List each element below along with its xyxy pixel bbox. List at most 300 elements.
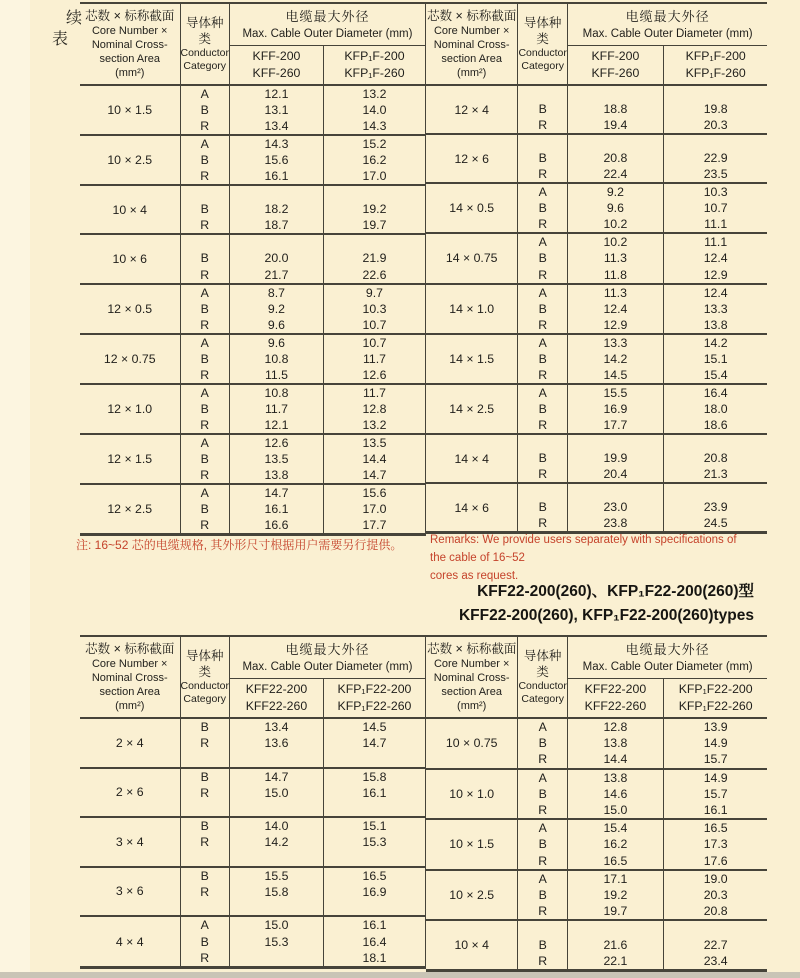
- header-line: 导体种: [523, 16, 562, 30]
- header-line: (mm²): [457, 67, 487, 79]
- kfpf-diameter-value: 17.3: [703, 837, 728, 852]
- kfpf-diameter-value: 11.7: [323, 384, 425, 401]
- conductor-category-value: R: [180, 950, 229, 968]
- kff-diameter-value: 8.7: [229, 284, 323, 301]
- conductor-category-value: [518, 483, 567, 499]
- kff-diameter-value: 14.5: [567, 367, 663, 384]
- kff-diameter-value: 15.0: [567, 802, 663, 819]
- table-row: [426, 384, 767, 401]
- kff-diameter-value: 16.1: [229, 168, 323, 185]
- kff-diameter-value: 23.8: [567, 515, 663, 533]
- kfpf-diameter-value: 16.4: [362, 934, 387, 949]
- kfpf-diameter-value: 14.4: [362, 452, 387, 467]
- kff-diameter-value: 18.8: [567, 101, 663, 117]
- header-line: Core Number ×: [433, 658, 510, 670]
- kff-diameter-value: 17.7: [567, 417, 663, 434]
- conductor-category-value: B: [180, 718, 229, 735]
- header-kff-models: [567, 45, 663, 85]
- table-row: [80, 718, 425, 735]
- header-line: 芯数 × 标称截面: [427, 9, 517, 23]
- header-line: Nominal Cross-: [433, 39, 510, 51]
- conductor-category-value: A: [180, 334, 229, 351]
- header-line: 电缆最大外径: [625, 8, 710, 24]
- conductor-category-value: [518, 134, 567, 150]
- conductor-category-value: R: [518, 367, 567, 384]
- kfpf-diameter-value: 10.3: [362, 301, 387, 316]
- kfpf-diameter-value: [663, 920, 767, 936]
- kff-diameter-value: [567, 483, 663, 499]
- kff-diameter-value: 15.5: [567, 384, 663, 401]
- core-size-label: 14 × 1.0: [426, 284, 518, 334]
- kfpf-diameter-value: 23.4: [703, 953, 728, 968]
- table2-left-body: [80, 718, 425, 967]
- conductor-category-value: B: [518, 887, 567, 903]
- kfpf-diameter-value: 15.1: [323, 817, 425, 834]
- core-size-label: 12 × 6: [426, 134, 518, 183]
- core-size-label: 2 × 6: [80, 768, 180, 818]
- conductor-category-value: A: [518, 183, 567, 200]
- conductor-category-value: R: [518, 417, 567, 434]
- header-line: Conductor: [518, 47, 567, 59]
- kfpf-diameter-value: 12.4: [703, 251, 728, 266]
- kff-diameter-value: 22.4: [567, 166, 663, 183]
- header-line: KFF22-200: [584, 681, 647, 696]
- header-line: section Area: [441, 686, 502, 698]
- cable-diameter-table-2: [80, 635, 767, 972]
- kff-diameter-value: 13.5: [229, 451, 323, 467]
- kff-diameter-value: 14.3: [229, 135, 323, 152]
- kff-diameter-value: 10.8: [229, 351, 323, 367]
- kfpf-diameter-value: 13.9: [663, 718, 767, 735]
- table1-left-body: [80, 85, 425, 535]
- note-english-line1: Remarks: We provide users separately with specifications of the cable of 16~52: [430, 534, 737, 564]
- header-line: KFF22-200: [245, 681, 308, 696]
- header-line: KFP₁F22-200: [337, 681, 412, 696]
- table1-right-half: [426, 2, 767, 534]
- kfpf-diameter-value: 20.3: [703, 888, 728, 903]
- kfpf-diameter-value: 14.9: [663, 769, 767, 786]
- header-kff-models: [229, 45, 323, 85]
- header-kff22-models: [567, 678, 663, 718]
- conductor-category-value: [518, 85, 567, 101]
- kff-diameter-value: 16.5: [567, 853, 663, 870]
- conductor-category-value: R: [518, 903, 567, 920]
- kfpf-diameter-value: [323, 801, 425, 817]
- kfpf-diameter-value: 19.0: [663, 870, 767, 887]
- header-line: 导体种: [185, 649, 224, 663]
- conductor-category-value: B: [180, 501, 229, 517]
- kff-diameter-value: 22.1: [567, 953, 663, 971]
- core-size-label: 10 × 2.5: [80, 135, 180, 185]
- core-size-label: 12 × 4: [426, 85, 518, 134]
- header-line: 导体种: [185, 16, 224, 30]
- kff-diameter-value: 9.6: [229, 334, 323, 351]
- kfpf-diameter-value: 16.5: [323, 867, 425, 884]
- kff-diameter-value: 14.0: [229, 817, 323, 834]
- kff-diameter-value: 15.6: [229, 152, 323, 168]
- kff-diameter-value: 13.8: [229, 467, 323, 484]
- kfpf-diameter-value: 13.2: [362, 417, 387, 432]
- core-size-label: 10 × 2.5: [426, 870, 518, 921]
- conductor-category-value: R: [180, 834, 229, 850]
- header-line: section Area: [99, 53, 161, 65]
- conductor-category-value: A: [180, 916, 229, 933]
- header-line: (mm²): [457, 700, 487, 712]
- core-size-label: 12 × 0.75: [80, 334, 180, 384]
- kff-diameter-value: 11.5: [229, 367, 323, 384]
- header-line: (mm²): [115, 67, 145, 79]
- kfpf-diameter-value: 14.7: [362, 736, 387, 751]
- core-size-label: 12 × 1.5: [80, 434, 180, 484]
- kfpf-diameter-value: 10.7: [703, 201, 728, 216]
- kff-diameter-value: 13.4: [229, 118, 323, 135]
- kff-diameter-value: 18.7: [229, 217, 323, 234]
- kff-diameter-value: 12.1: [229, 85, 323, 102]
- kfpf-diameter-value: 14.7: [362, 468, 387, 483]
- core-size-label: 14 × 0.5: [426, 183, 518, 233]
- kff-diameter-value: [229, 900, 323, 916]
- header-line: section Area: [99, 686, 161, 698]
- conductor-category-value: A: [180, 85, 229, 102]
- header-line: 类: [198, 665, 211, 679]
- kff-diameter-value: 12.6: [229, 434, 323, 451]
- kfpf-diameter-value: 16.1: [323, 916, 425, 933]
- conductor-category-value: A: [518, 284, 567, 301]
- header-kfpf22-models: [323, 678, 425, 718]
- table-row: [426, 718, 767, 735]
- header-line: Category: [521, 60, 564, 72]
- conductor-category-value: A: [180, 135, 229, 152]
- conductor-category-value: R: [180, 517, 229, 535]
- header-line: 电缆最大外径: [285, 8, 370, 24]
- header-line: 类: [198, 32, 211, 46]
- conductor-category-value: R: [518, 751, 567, 768]
- kff-diameter-value: 13.1: [229, 102, 323, 118]
- header-line: 电缆最大外径: [285, 641, 370, 657]
- header-line: KFF22-260: [245, 698, 308, 713]
- section-title: [459, 580, 754, 628]
- conductor-category-value: [518, 920, 567, 936]
- kff-diameter-value: 14.4: [567, 751, 663, 768]
- kfpf-diameter-value: 16.1: [703, 803, 728, 818]
- kfpf-diameter-value: 23.5: [703, 167, 728, 182]
- header-line: Conductor: [180, 680, 229, 692]
- kff-diameter-value: [229, 801, 323, 817]
- kff-diameter-value: 14.7: [229, 484, 323, 501]
- kfpf-diameter-value: [663, 434, 767, 450]
- kff-diameter-value: 13.3: [567, 334, 663, 351]
- conductor-category-value: B: [518, 200, 567, 216]
- kff-diameter-value: 17.1: [567, 870, 663, 887]
- conductor-category-value: B: [518, 836, 567, 852]
- kfpf-diameter-value: 15.7: [703, 752, 728, 767]
- conductor-category-value: B: [180, 934, 229, 950]
- header-kfpf-models: [323, 45, 425, 85]
- core-size-label: 14 × 6: [426, 483, 518, 533]
- continued-char-1: 续: [66, 10, 83, 27]
- kfpf-diameter-value: [663, 134, 767, 150]
- header-line: Core Number ×: [91, 25, 168, 37]
- kff-diameter-value: 12.8: [567, 718, 663, 735]
- header-line: Conductor: [180, 47, 229, 59]
- table2-left-half: [80, 635, 426, 969]
- header-core-size: [426, 636, 518, 718]
- table-row: [426, 870, 767, 887]
- kfpf-diameter-value: 9.7: [323, 284, 425, 301]
- header-line: Category: [183, 60, 227, 72]
- conductor-category-value: R: [518, 853, 567, 870]
- kff-diameter-value: 18.2: [229, 201, 323, 217]
- table-row: [426, 434, 767, 450]
- kfpf-diameter-value: 16.5: [663, 819, 767, 836]
- conductor-category-value: R: [518, 117, 567, 134]
- conductor-category-value: B: [518, 786, 567, 802]
- table-row: [426, 334, 767, 351]
- kfpf-diameter-value: 15.4: [703, 367, 728, 382]
- kff-diameter-value: [567, 920, 663, 936]
- conductor-category-value: R: [180, 785, 229, 801]
- header-line: 芯数 × 标称截面: [427, 642, 517, 656]
- kfpf-diameter-value: 17.7: [362, 518, 387, 533]
- table1-left-header: [80, 3, 425, 85]
- kfpf-diameter-value: 20.3: [703, 118, 728, 133]
- kff-diameter-value: 9.2: [567, 183, 663, 200]
- kfpf-diameter-value: 22.7: [703, 937, 728, 952]
- kff-diameter-value: 10.8: [229, 384, 323, 401]
- kff-diameter-value: 16.1: [229, 501, 323, 517]
- kff-diameter-value: 14.2: [229, 834, 323, 850]
- kfpf-diameter-value: [323, 751, 425, 767]
- header-line: KFP₁F22-260: [678, 698, 753, 713]
- table-row: [426, 284, 767, 301]
- table-row: [80, 867, 425, 884]
- kff-diameter-value: 15.4: [567, 819, 663, 836]
- kff-diameter-value: [229, 234, 323, 250]
- conductor-category-value: B: [180, 102, 229, 118]
- core-size-label: 10 × 1.5: [80, 85, 180, 135]
- kff-diameter-value: 16.6: [229, 517, 323, 535]
- header-line: Nominal Cross-: [91, 39, 168, 51]
- header-core-size: [80, 636, 180, 718]
- conductor-category-value: B: [180, 451, 229, 467]
- conductor-category-value: [180, 185, 229, 201]
- kff-diameter-value: 15.8: [229, 884, 323, 900]
- kff-diameter-value: 23.0: [567, 499, 663, 515]
- kfpf-diameter-value: 13.3: [703, 301, 728, 316]
- core-size-label: 10 × 6: [80, 234, 180, 283]
- core-size-label: 12 × 2.5: [80, 484, 180, 535]
- header-line: KFF-260: [591, 65, 640, 80]
- conductor-category-value: R: [518, 216, 567, 233]
- core-size-label: 14 × 1.5: [426, 334, 518, 384]
- kfpf-diameter-value: 16.9: [362, 884, 387, 899]
- header-line: Core Number ×: [433, 25, 510, 37]
- kfpf-diameter-value: 14.0: [362, 103, 387, 118]
- conductor-category-value: B: [180, 768, 229, 785]
- header-line: (mm²): [115, 700, 145, 712]
- table2-left-header: [80, 636, 425, 718]
- section-title-en: KFF22-200(260), KFP₁F22-200(260)types: [458, 607, 754, 624]
- table1-right-header: [426, 3, 767, 85]
- core-size-label: 12 × 1.0: [80, 384, 180, 434]
- conductor-category-value: B: [180, 301, 229, 317]
- header-line: KFF-200: [591, 48, 640, 63]
- table-row: [426, 134, 767, 150]
- kfpf-diameter-value: 19.7: [362, 218, 387, 233]
- kfpf-diameter-value: 13.2: [323, 85, 425, 102]
- kff-diameter-value: 12.1: [229, 417, 323, 434]
- kfpf-diameter-value: 12.9: [703, 267, 728, 282]
- kfpf-diameter-value: 11.7: [362, 351, 386, 366]
- header-line: Nominal Cross-: [433, 672, 510, 684]
- conductor-category-value: A: [518, 718, 567, 735]
- conductor-category-value: B: [180, 401, 229, 417]
- kfpf-diameter-value: 11.1: [663, 233, 767, 250]
- kfpf-diameter-value: [323, 900, 425, 916]
- kff-diameter-value: 16.9: [567, 401, 663, 417]
- header-line: KFP₁F-260: [344, 65, 405, 80]
- kfpf-diameter-value: 17.6: [703, 853, 728, 868]
- conductor-category-value: [518, 434, 567, 450]
- table-row: [426, 819, 767, 836]
- kfpf-diameter-value: 22.9: [703, 151, 728, 166]
- kff-diameter-value: 12.4: [567, 301, 663, 317]
- header-line: Max. Cable Outer Diameter (mm): [242, 27, 413, 40]
- core-size-label: 10 × 4: [80, 185, 180, 234]
- conductor-category-value: B: [180, 817, 229, 834]
- kff-diameter-value: 10.2: [567, 216, 663, 233]
- kfpf-diameter-value: [323, 234, 425, 250]
- table-row: [426, 769, 767, 786]
- table-row: [80, 85, 425, 102]
- table-row: [80, 135, 425, 152]
- kfpf-diameter-value: 15.1: [703, 351, 728, 366]
- conductor-category-value: R: [518, 802, 567, 819]
- kfpf-diameter-value: 19.8: [703, 102, 728, 117]
- table-row: [80, 185, 425, 201]
- kfpf-diameter-value: 18.6: [703, 417, 728, 432]
- kff-diameter-value: 19.2: [567, 887, 663, 903]
- kff-diameter-value: 14.7: [229, 768, 323, 785]
- table1-right-body: [426, 85, 767, 533]
- kfpf-diameter-value: 14.2: [663, 334, 767, 351]
- kfpf-diameter-value: [323, 185, 425, 201]
- core-size-label: 4 × 4: [80, 916, 180, 967]
- kfpf-diameter-value: 23.9: [703, 500, 728, 515]
- table-row: [80, 234, 425, 250]
- cable-diameter-table-1: [80, 2, 767, 536]
- conductor-category-value: A: [180, 384, 229, 401]
- header-line: 类: [536, 665, 549, 679]
- header-conductor-category: [518, 636, 567, 718]
- kff-diameter-value: 10.2: [567, 233, 663, 250]
- conductor-category-value: B: [518, 351, 567, 367]
- kff-diameter-value: [229, 751, 323, 767]
- kff-diameter-value: 9.6: [229, 317, 323, 334]
- conductor-category-value: [180, 900, 229, 916]
- core-size-label: 10 × 1.0: [426, 769, 518, 820]
- conductor-category-value: B: [518, 401, 567, 417]
- kfpf-diameter-value: 19.2: [362, 202, 387, 217]
- conductor-category-value: B: [518, 937, 567, 953]
- note-chinese: 注: 16~52 芯的电缆规格, 其外形尺寸根据用户需要另行提供。: [76, 538, 403, 552]
- header-kfpf22-models: [663, 678, 767, 718]
- conductor-category-value: A: [518, 870, 567, 887]
- header-conductor-category: [518, 3, 567, 85]
- conductor-category-value: R: [518, 953, 567, 971]
- kfpf-diameter-value: 22.6: [362, 267, 387, 282]
- kff-diameter-value: 11.7: [229, 401, 323, 417]
- conductor-category-value: B: [180, 351, 229, 367]
- header-line: KFP₁F22-260: [337, 698, 412, 713]
- kfpf-diameter-value: 14.5: [323, 718, 425, 735]
- kfpf-diameter-value: 15.3: [362, 835, 387, 850]
- table2-right-header: [426, 636, 767, 718]
- kff-diameter-value: [567, 134, 663, 150]
- kfpf-diameter-value: 12.6: [362, 367, 387, 382]
- conductor-category-value: A: [518, 384, 567, 401]
- kfpf-diameter-value: [663, 483, 767, 499]
- header-kfpf-models: [663, 45, 767, 85]
- conductor-category-value: B: [518, 250, 567, 266]
- table-row: [80, 284, 425, 301]
- table-row: [426, 233, 767, 250]
- core-size-label: 2 × 4: [80, 718, 180, 768]
- kff-diameter-value: 9.2: [229, 301, 323, 317]
- kff-diameter-value: 15.0: [229, 785, 323, 801]
- kff-diameter-value: 11.8: [567, 267, 663, 284]
- header-line: 类: [536, 32, 549, 46]
- kfpf-diameter-value: 21.3: [703, 467, 728, 482]
- conductor-category-value: R: [180, 367, 229, 384]
- header-line: Category: [521, 693, 564, 705]
- page-left-edge: [0, 0, 30, 978]
- conductor-category-value: B: [518, 450, 567, 466]
- conductor-category-value: B: [518, 735, 567, 751]
- conductor-category-value: B: [180, 201, 229, 217]
- conductor-category-value: R: [180, 467, 229, 484]
- conductor-category-value: [180, 801, 229, 817]
- conductor-category-value: R: [518, 267, 567, 284]
- conductor-category-value: [180, 751, 229, 767]
- table-row: [80, 384, 425, 401]
- kfpf-diameter-value: 14.9: [703, 736, 728, 751]
- kff-diameter-value: 20.4: [567, 466, 663, 483]
- kff-diameter-value: 9.6: [567, 200, 663, 216]
- kff-diameter-value: [229, 950, 323, 968]
- header-kff22-models: [229, 678, 323, 718]
- conductor-category-value: R: [518, 166, 567, 183]
- header-line: 芯数 × 标称截面: [85, 642, 175, 656]
- kff-diameter-value: 21.7: [229, 267, 323, 284]
- kfpf-diameter-value: [663, 85, 767, 101]
- continued-char-2: 表: [52, 31, 69, 48]
- kff-diameter-value: 14.6: [567, 786, 663, 802]
- core-size-label: 3 × 4: [80, 817, 180, 867]
- conductor-category-value: A: [518, 819, 567, 836]
- header-core-size: [80, 3, 180, 85]
- kff-diameter-value: 11.3: [567, 250, 663, 266]
- header-line: KFP₁F-260: [685, 65, 746, 80]
- header-line: 导体种: [523, 649, 562, 663]
- kfpf-diameter-value: 13.8: [703, 317, 728, 332]
- kff-diameter-value: 13.8: [567, 735, 663, 751]
- core-size-label: 10 × 1.5: [426, 819, 518, 870]
- kfpf-diameter-value: 15.8: [323, 768, 425, 785]
- table-row: [426, 920, 767, 936]
- conductor-category-value: [180, 234, 229, 250]
- conductor-category-value: B: [180, 250, 229, 266]
